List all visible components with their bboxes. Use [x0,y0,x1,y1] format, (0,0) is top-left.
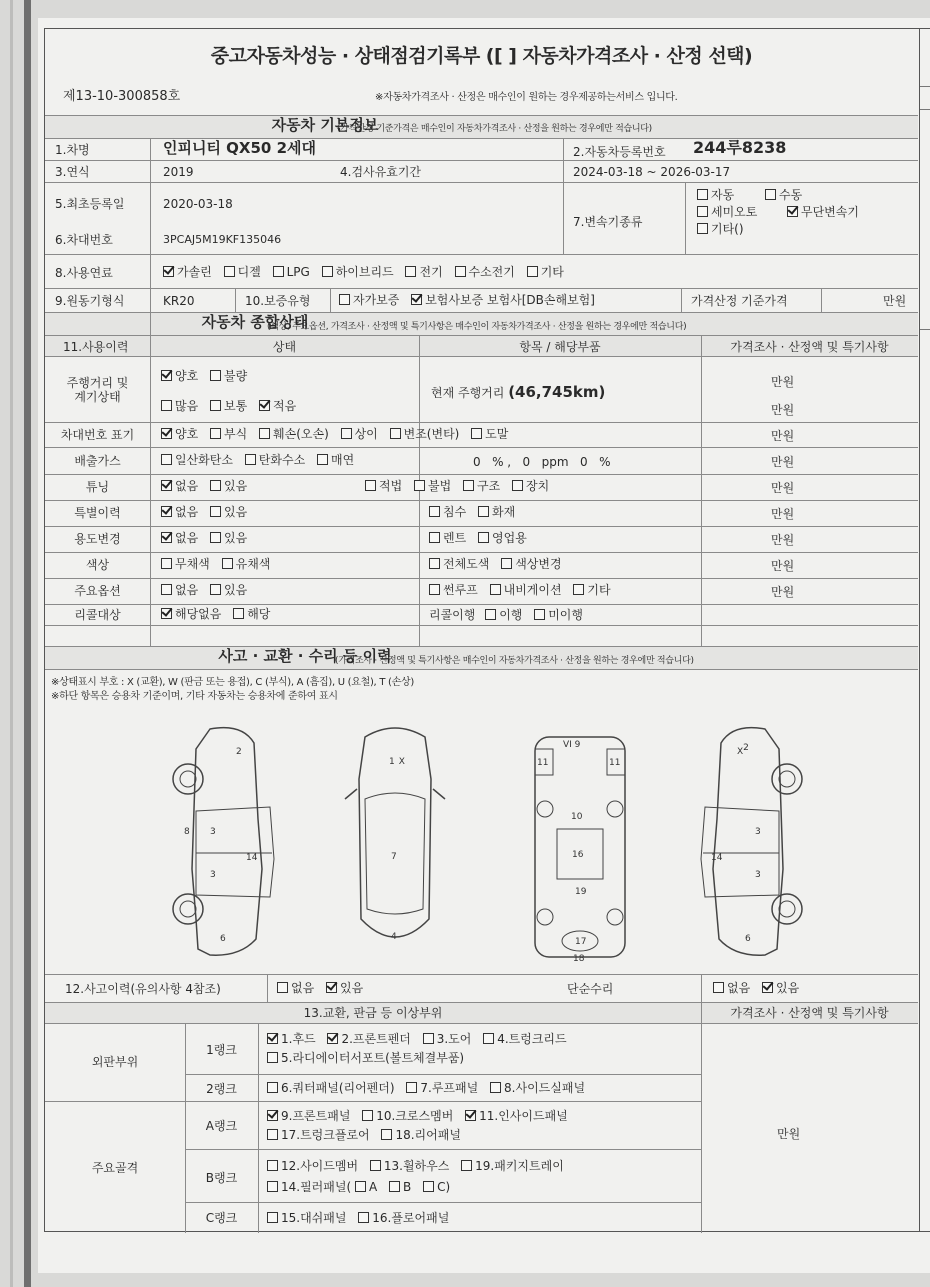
status-section-note: (색상, 주요옵션, 가격조사 · 산정액 및 특기사항은 매수인이 자동차가격조사 · 산정을 원하는 경우에만 적습니다) [267,322,687,332]
options-yes-checkbox[interactable] [210,584,221,595]
part-front-fender-checkbox[interactable] [327,1033,338,1044]
vin-mark-rust-checkbox[interactable] [210,428,221,439]
recall-label: 리콜대상 [74,608,121,622]
part-trunk-lid-checkbox[interactable] [483,1033,494,1044]
trans-auto-checkbox[interactable] [697,189,708,200]
usage-items: 렌트 영업용 [429,531,535,545]
usage-none-checkbox[interactable] [161,532,172,543]
svg-text:6: 6 [745,934,751,944]
recall-na-checkbox[interactable] [161,608,172,619]
vin-label: 6.차대번호 [55,233,113,247]
diagram-right-mark: X2 [737,743,749,757]
emission-co-checkbox[interactable] [161,454,172,465]
rankC-row-a: 15.대쉬패널 16.플로어패널 [267,1211,457,1225]
svg-text:4: 4 [391,932,397,942]
trans-opt-other: 기타() [697,222,744,236]
mileage-state-2: 많음 보통 적음 [161,399,304,413]
diagram-top-mark: 1 X [389,757,405,767]
history-col-header: 11.사용이력 [63,340,129,354]
fuel-diesel-checkbox[interactable] [224,266,235,277]
tuning-legal-checkbox[interactable] [365,480,376,491]
rankC-label: C랭크 [205,1211,238,1225]
outer-panel-label: 외판부위 [91,1055,139,1069]
fuel-lpg-checkbox[interactable] [273,266,284,277]
rankB-row-b: 14.필러패널( A B C) [267,1180,450,1194]
tuning-none-checkbox[interactable] [161,480,172,491]
reg-no-label: 2.자동차등록번호 [573,145,666,159]
color-price: 만원 [771,559,795,573]
special-yes-checkbox[interactable] [210,506,221,517]
emission-values: 0 % , 0 ppm 0 % [473,455,611,469]
special-options: 없음 있음 [161,505,255,519]
svg-text:3: 3 [210,827,216,837]
mileage-low-checkbox[interactable] [259,400,270,411]
accident-history-options: 없음 있음 [277,981,371,995]
part-quarter-panel-checkbox[interactable] [267,1082,278,1093]
part-inside-panel-checkbox[interactable] [465,1110,476,1121]
trans-opt-cvt: 무단변속기 [787,205,859,219]
tuning-yes-checkbox[interactable] [210,480,221,491]
tuning-options: 없음 있음 [161,479,255,493]
first-reg-value: 2020-03-18 [163,197,233,211]
svg-text:3: 3 [755,827,761,837]
warranty-options: 자가보증 보험사보증 보험사[DB손해보험] [339,293,603,307]
usage-options: 없음 있음 [161,531,255,545]
recall-items: 리콜이행 이행 미이행 [429,608,583,622]
engine-label: 9.원동기형식 [55,294,125,308]
form-title: 중고자동차성능 · 상태점검기록부 ([ ] 자동차가격조사 · 산정 선택) [210,45,753,67]
accident-none-checkbox[interactable] [277,982,288,993]
part-hood-checkbox[interactable] [267,1033,278,1044]
svg-text:7: 7 [391,852,397,862]
part-wheel-house-checkbox[interactable] [370,1160,381,1171]
color-change-checkbox[interactable] [501,558,512,569]
trans-opt-manual: 수동 [765,188,802,202]
svg-text:8: 8 [184,827,190,837]
tuning-structure-checkbox[interactable] [463,480,474,491]
trans-cvt-checkbox[interactable] [787,206,798,217]
rankB-label: B랭크 [205,1171,238,1185]
engine-value: KR20 [163,294,195,308]
recall-applicable-checkbox[interactable] [233,608,244,619]
mileage-high-checkbox[interactable] [161,400,172,411]
vin-mark-options: 양호 부식 훼손(오손) 상이 변조(변타) 도말 [161,427,516,441]
usage-label: 용도변경 [74,532,121,546]
fuel-other-checkbox[interactable] [527,266,538,277]
part-package-tray-checkbox[interactable] [461,1160,472,1171]
state-col-header: 상태 [272,340,297,354]
part-roof-panel-checkbox[interactable] [406,1082,417,1093]
fuel-gasoline-checkbox[interactable] [163,266,174,277]
options-sunroof-checkbox[interactable] [429,584,440,595]
simple-yes-checkbox[interactable] [762,982,773,993]
warranty-insurer-checkbox[interactable] [411,294,422,305]
mileage-label-1: 주행거리 및 [66,376,129,390]
pillar-b-checkbox[interactable] [389,1181,400,1192]
usage-price: 만원 [771,533,795,547]
tuning-price: 만원 [771,481,795,495]
rankA-label: A랭크 [205,1119,238,1133]
pillar-c-checkbox[interactable] [423,1181,434,1192]
warranty-self-checkbox[interactable] [339,294,350,305]
mileage-normal-checkbox[interactable] [210,400,221,411]
frame-label: 주요골격 [91,1161,139,1175]
options-price: 만원 [771,585,795,599]
parts-price-header: 가격조사 · 산정액 및 특기사항 [730,1006,889,1020]
year-value: 2019 [163,165,194,179]
emission-options: 일산화탄소 탄화수소 매연 [161,453,362,467]
part-dash-panel-checkbox[interactable] [267,1212,278,1223]
usage-yes-checkbox[interactable] [210,532,221,543]
vin-mark-altered-checkbox[interactable] [390,428,401,439]
svg-text:10: 10 [571,812,583,822]
recall-done-checkbox[interactable] [485,609,496,620]
accident-history-label: 12.사고이력(유의사항 4참조) [65,982,221,996]
legend-note: ※하단 항목은 승용차 기준이며, 기타 자동차는 승용차에 준하여 표시 [51,691,338,702]
svg-text:19: 19 [575,887,587,897]
vin-mark-damage-checkbox[interactable] [259,428,270,439]
color-items: 전체도색 색상변경 [429,557,570,571]
binder-spine [24,0,31,1287]
part-cross-member-checkbox[interactable] [362,1110,373,1121]
pillar-a-checkbox[interactable] [355,1181,366,1192]
vin-mark-differ-checkbox[interactable] [341,428,352,439]
rankA-row-a: 9.프론트패널 10.크로스멤버 11.인사이드패널 [267,1109,576,1123]
special-label: 특별이력 [74,506,121,520]
price-col-header: 가격조사 · 산정액 및 특기사항 [730,340,889,354]
binder-edge [10,0,13,1287]
special-fire-checkbox[interactable] [478,506,489,517]
vin-mark-smear-checkbox[interactable] [471,428,482,439]
vin-mark-price: 만원 [771,429,795,443]
diagram-center-num: 16 [572,850,584,860]
recall-text: 리콜이행 [429,608,476,622]
year-label: 3.연식 [55,165,90,179]
recall-notdone-checkbox[interactable] [534,609,545,620]
price-base-unit: 만원 [883,294,907,308]
tuning-items: 적법 불법 구조 장치 [365,479,557,493]
car-underbody-diagram [515,719,645,964]
parts-header: 13.교환, 판금 등 이상부위 [303,1006,443,1020]
tuning-illegal-checkbox[interactable] [414,480,425,491]
rank2-label: 2랭크 [206,1082,237,1096]
mileage-label-2: 계기상태 [74,390,121,404]
warranty-label: 10.보증유형 [245,294,311,308]
fuel-hybrid-checkbox[interactable] [322,266,333,277]
vin-value: 3PCAJ5M19KF135046 [163,233,282,246]
svg-text:14: 14 [711,853,723,863]
parts-price-unit: 만원 [777,1127,801,1141]
options-other-checkbox[interactable] [573,584,584,595]
car-right-side-diagram [685,719,805,964]
diagram-rear-mark: VI 9 [563,740,581,750]
part-side-member-checkbox[interactable] [267,1160,278,1171]
vin-mark-label: 차대번호 표기 [60,428,135,442]
status-section-title: 자동차 종합상태 [201,313,309,331]
document-number: 제13-10-300858호 [63,89,181,104]
inspect-label: 4.검사유효기간 [340,165,422,179]
trans-opt-auto: 자동 [697,188,734,202]
simple-repair-label: 단순수리 [567,982,614,996]
trans-manual-checkbox[interactable] [765,189,776,200]
simple-repair-options: 없음 있음 [713,981,807,995]
part-trunk-floor-checkbox[interactable] [267,1129,278,1140]
color-label: 색상 [85,558,110,572]
service-note: ※자동차가격조사 · 산정은 매수인이 원하는 경우제공하는서비스 입니다. [375,92,678,103]
mileage-value: 현재 주행거리 (46,745km) [431,383,606,401]
car-top-diagram [335,719,455,964]
rank1-row-a: 1.후드 2.프론트펜더 3.도어 4.트렁크리드 [267,1032,575,1046]
trans-semi-checkbox[interactable] [697,206,708,217]
part-floor-panel-checkbox[interactable] [358,1212,369,1223]
accident-section-title: 사고 · 교환 · 수리 등 이력 [218,647,392,665]
basic-section-note: (가격산정 기준가격은 매수인이 자동차가격조사 · 산정을 원하는 경우에만 적습니다) [337,124,652,134]
special-flood-checkbox[interactable] [429,506,440,517]
svg-text:3: 3 [210,870,216,880]
simple-none-checkbox[interactable] [713,982,724,993]
trans-other-checkbox[interactable] [697,223,708,234]
tuning-device-checkbox[interactable] [512,480,523,491]
inspection-form [44,28,920,1232]
svg-text:18: 18 [573,954,585,964]
mileage-bad-checkbox[interactable] [210,370,221,381]
car-left-side-diagram [170,719,290,964]
color-achromatic-checkbox[interactable] [161,558,172,569]
car-name-label: 1.차명 [55,143,90,157]
first-reg-label: 5.최초등록일 [55,197,125,211]
fuel-label: 8.사용연료 [55,266,113,280]
vin-mark-good-checkbox[interactable] [161,428,172,439]
svg-text:11: 11 [537,758,549,768]
options-options: 없음 있음 [161,583,255,597]
inspect-period: 2024-03-18 ~ 2026-03-17 [573,165,731,179]
fuel-electric-checkbox[interactable] [405,266,416,277]
color-options: 무채색 유채색 [161,557,278,571]
mileage-price-1: 만원 [771,375,795,389]
tuning-label: 튜닝 [85,480,110,494]
color-chromatic-checkbox[interactable] [222,558,233,569]
items-col-header: 항목 / 해당부품 [519,340,601,354]
reg-no: 244루8238 [693,138,787,157]
color-repaint-checkbox[interactable] [429,558,440,569]
price-base-label: 가격산정 기준가격 [691,294,788,308]
svg-text:3: 3 [755,870,761,880]
mileage-price-2: 만원 [771,403,795,417]
rank1-row-b: 5.라디에이터서포트(볼트체결부품) [267,1051,472,1065]
legend-symbols: ※상태표시 부호 : X (교환), W (판금 또는 용접), C (부식), A (흠집), U (요철), T (손상) [51,677,414,688]
emission-price: 만원 [771,455,795,469]
part-front-panel-checkbox[interactable] [267,1110,278,1121]
basic-section-title: 자동차 기본정보 [271,116,379,134]
emission-smoke-checkbox[interactable] [317,454,328,465]
rankB-row-a: 12.사이드멤버 13.휠하우스 19.패키지트레이 [267,1159,572,1173]
diagram-left-mark: 2 [236,747,242,757]
special-price: 만원 [771,507,795,521]
trans-opt-semi: 세미오토 [697,205,757,219]
accident-yes-checkbox[interactable] [326,982,337,993]
mileage-good-checkbox[interactable] [161,370,172,381]
accident-section-note: (가격조사 · 산정액 및 특기사항은 매수인이 자동차가격조사 · 산정을 원하는 경우에만 적습니다) [335,656,694,666]
svg-text:11: 11 [609,758,621,768]
rankA-row-b: 17.트렁크플로어 18.리어패널 [267,1128,469,1142]
special-none-checkbox[interactable] [161,506,172,517]
usage-business-checkbox[interactable] [478,532,489,543]
mileage-state-1: 양호 불량 [161,369,255,383]
fuel-hydrogen-checkbox[interactable] [455,266,466,277]
car-name: 인피니티 QX50 2세대 [163,139,317,157]
next-page-edge [920,28,930,1232]
usage-rent-checkbox[interactable] [429,532,440,543]
part-pillar-panel-checkbox[interactable] [267,1181,278,1192]
part-radiator-support-checkbox[interactable] [267,1052,278,1063]
options-none-checkbox[interactable] [161,584,172,595]
part-side-sill-checkbox[interactable] [490,1082,501,1093]
recall-options: 해당없음 해당 [161,607,278,621]
svg-text:6: 6 [220,934,226,944]
fuel-options: 가솔린 디젤 LPG 하이브리드 전기 수소전기 기타 [163,265,572,279]
rank1-label: 1랭크 [206,1043,237,1057]
part-rear-panel-checkbox[interactable] [381,1129,392,1140]
svg-text:14: 14 [246,853,258,863]
rank2-row-a: 6.쿼터패널(리어펜더) 7.루프패널 8.사이드실패널 [267,1081,593,1095]
part-door-checkbox[interactable] [423,1033,434,1044]
diagram-spare-num: 17 [575,937,587,947]
special-items: 침수 화재 [429,505,523,519]
emission-label: 배출가스 [74,454,121,468]
emission-hc-checkbox[interactable] [245,454,256,465]
trans-label: 7.변속기종류 [573,215,643,229]
options-label: 주요옵션 [74,584,121,598]
options-nav-checkbox[interactable] [490,584,501,595]
options-items: 썬루프 내비게이션 기타 [429,583,619,597]
